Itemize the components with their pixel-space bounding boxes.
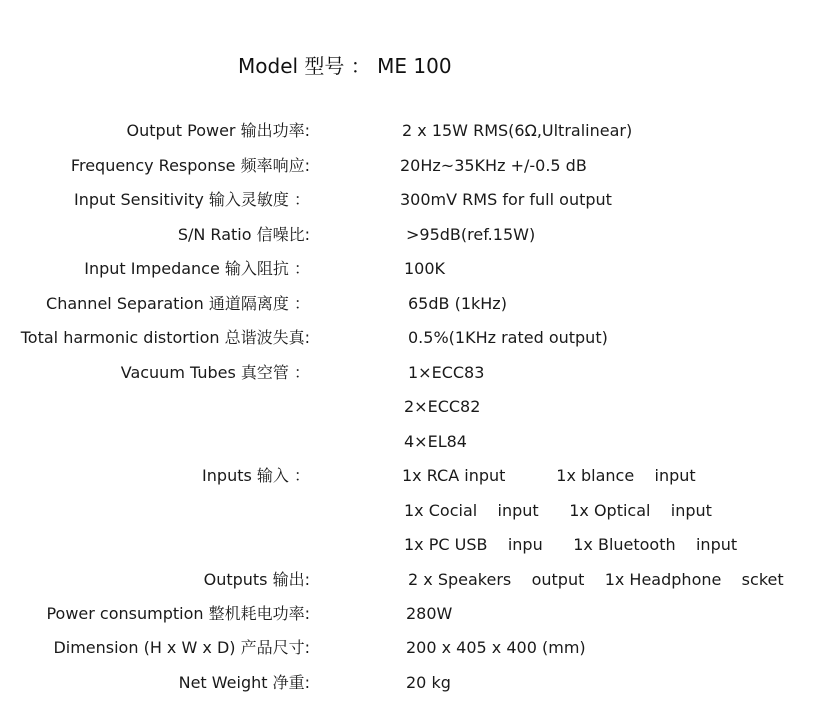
spec-label: Input Sensitivity 输入灵敏度 ： xyxy=(74,190,310,209)
spec-label: Outputs 输出: xyxy=(203,570,310,589)
spec-label: Net Weight 净重: xyxy=(178,673,310,692)
spec-row-inputs-2 xyxy=(0,499,818,523)
spec-value: 100K xyxy=(404,259,446,278)
spec-row-input-impedance xyxy=(0,257,818,281)
spec-value: 1×ECC83 xyxy=(408,363,485,382)
spec-label: Frequency Response 频率响应: xyxy=(70,156,310,175)
spec-label: Vacuum Tubes 真空管 ： xyxy=(120,363,310,382)
spec-row-net-weight xyxy=(0,671,818,695)
spec-value: 20 kg xyxy=(406,673,451,692)
spec-row-power-consumption xyxy=(0,602,818,626)
spec-label: Inputs 输入 ： xyxy=(202,466,310,485)
spec-row-vacuum-tubes-2 xyxy=(0,395,818,419)
spec-label: Input Impedance 输入阻抗 ： xyxy=(84,259,310,278)
spec-label: Power consumption 整机耗电功率: xyxy=(46,604,310,623)
spec-value: 4×EL84 xyxy=(404,432,467,451)
spec-value: 0.5%(1KHz rated output) xyxy=(408,328,608,347)
spec-label: S/N Ratio 信噪比: xyxy=(177,225,310,244)
spec-row-vacuum-tubes xyxy=(0,361,818,385)
spec-value: >95dB(ref.15W) xyxy=(406,225,536,244)
spec-value: 65dB (1kHz) xyxy=(408,294,507,313)
spec-row-thd xyxy=(0,326,818,350)
spec-row-channel-separation xyxy=(0,292,818,316)
spec-row-input-sensitivity xyxy=(0,188,818,212)
spec-value: 280W xyxy=(406,604,453,623)
spec-label: Total harmonic distortion 总谐波失真: xyxy=(20,328,310,347)
spec-row-dimension xyxy=(0,636,818,660)
spec-row-inputs-3 xyxy=(0,533,818,557)
spec-row-frequency-response xyxy=(0,154,818,178)
spec-row-inputs xyxy=(0,464,818,488)
spec-row-output-power xyxy=(0,119,818,143)
spec-value: 300mV RMS for full output xyxy=(400,190,612,209)
spec-row-vacuum-tubes-3 xyxy=(0,430,818,454)
spec-value: 1x Cocial input 1x Optical input xyxy=(404,501,712,520)
spec-label: Channel Separation 通道隔离度 ： xyxy=(46,294,310,313)
spec-row-outputs xyxy=(0,568,818,592)
spec-value: 2×ECC82 xyxy=(404,397,481,416)
spec-value: 2 x 15W RMS(6Ω,Ultralinear) xyxy=(402,121,633,140)
spec-value: 200 x 405 x 400 (mm) xyxy=(406,638,586,657)
spec-label: Dimension (H x W x D) 产品尺寸: xyxy=(53,638,310,657)
spec-value: 1x PC USB inpu 1x Bluetooth input xyxy=(404,535,738,554)
spec-label: Output Power 输出功率: xyxy=(126,121,310,140)
spec-row-sn-ratio xyxy=(0,223,818,247)
model-title: Model 型号 ： ME 100 xyxy=(238,54,452,78)
spec-value: 20Hz~35KHz +/-0.5 dB xyxy=(400,156,587,175)
spec-value: 1x RCA input 1x blance input xyxy=(402,466,696,485)
spec-value: 2 x Speakers output 1x Headphone scket xyxy=(408,570,784,589)
